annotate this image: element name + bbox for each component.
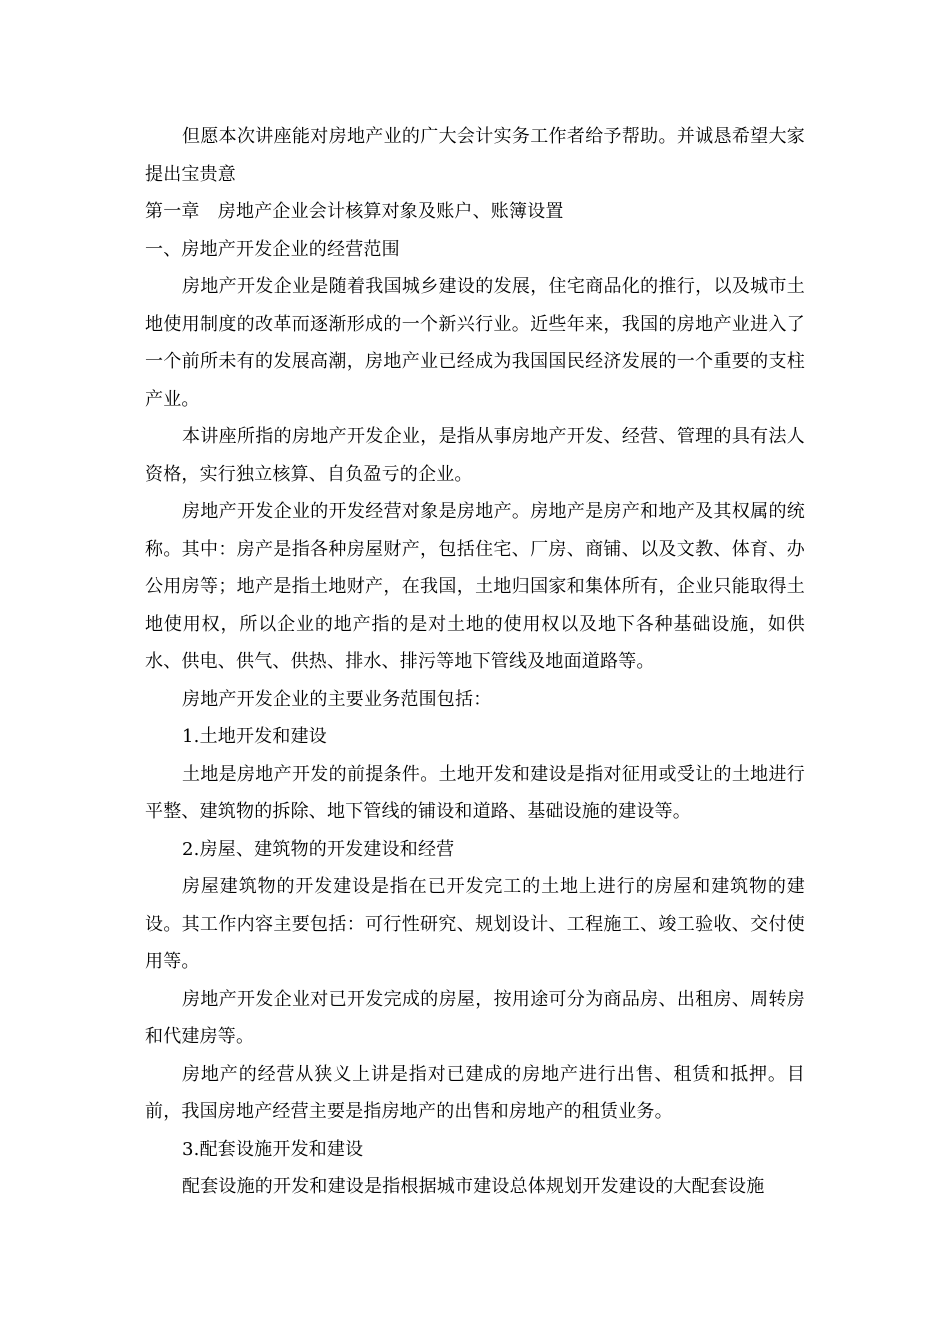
paragraph-housing-types: 房地产开发企业对已开发完成的房屋，按用途可分为商品房、出租房、周转房和代建房等。 <box>145 988 805 1047</box>
paragraph-facilities-development: 配套设施的开发和建设是指根据城市建设总体规划开发建设的大配套设施 <box>182 1176 765 1197</box>
paragraph-business-scope-intro: 房地产开发企业的主要业务范围包括： <box>182 688 492 710</box>
chapter-title: 第一章 房地产企业会计核算对象及账户、账簿设置 <box>145 201 564 222</box>
numbered-heading-land: 1.土地开发和建设 <box>182 726 327 747</box>
paragraph-industry-background: 房地产开发企业是随着我国城乡建设的发展，住宅商品化的推行，以及城市土地使用制度的改革而逐渐形成的一个新兴行业。近些年来，我国的房地产业进入了一个前所未有的发展高潮，房地产业已经成为我国国民经济发展的一个重要的支柱产业。 <box>145 276 805 410</box>
numbered-heading-facilities: 3.配套设施开发和建设 <box>182 1138 364 1160</box>
paragraph-building-construction: 房屋建筑物的开发建设是指在已开发完工的土地上进行的房屋和建筑物的建设。其工作内容主要包括：可行性研究、规划设计、工程施工、竣工验收、交付使用等。 <box>145 876 805 972</box>
paragraph-real-estate-operation: 房地产的经营从狭义上讲是指对已建成的房地产进行出售、租赁和抵押。目前，我国房地产经营主要是指房地产的出售和房地产的租赁业务。 <box>145 1063 805 1122</box>
paragraph-enterprise-definition: 本讲座所指的房地产开发企业，是指从事房地产开发、经营、管理的具有法人资格，实行独立核算、自负盈亏的企业。 <box>145 426 805 485</box>
paragraph-real-estate-definition: 房地产开发企业的开发经营对象是房地产。房地产是房产和地产及其权属的统称。其中：房产是指各种房屋财产，包括住宅、厂房、商铺、以及文教、体育、办公用房等；地产是指土地财产，在我国，土地归国家和集体所有，企业只能取得土地使用权，所以企业的地产指的是对土地的使用权以及地下各种基础设施，如供水、供电、供气、供热、排水、排污等地下管线及地面道路等。 <box>145 501 805 672</box>
document-page <box>145 118 805 1206</box>
section-title: 一、房地产开发企业的经营范围 <box>145 238 400 260</box>
paragraph-closing-remark: 但愿本次讲座能对房地产业的广大会计实务工作者给予帮助。并诚恳希望大家提出宝贵意 <box>145 126 805 185</box>
numbered-heading-buildings: 2.房屋、建筑物的开发建设和经营 <box>182 838 455 860</box>
paragraph-land-development: 土地是房地产开发的前提条件。土地开发和建设是指对征用或受让的土地进行平整、建筑物的拆除、地下管线的铺设和道路、基础设施的建设等。 <box>145 763 805 822</box>
